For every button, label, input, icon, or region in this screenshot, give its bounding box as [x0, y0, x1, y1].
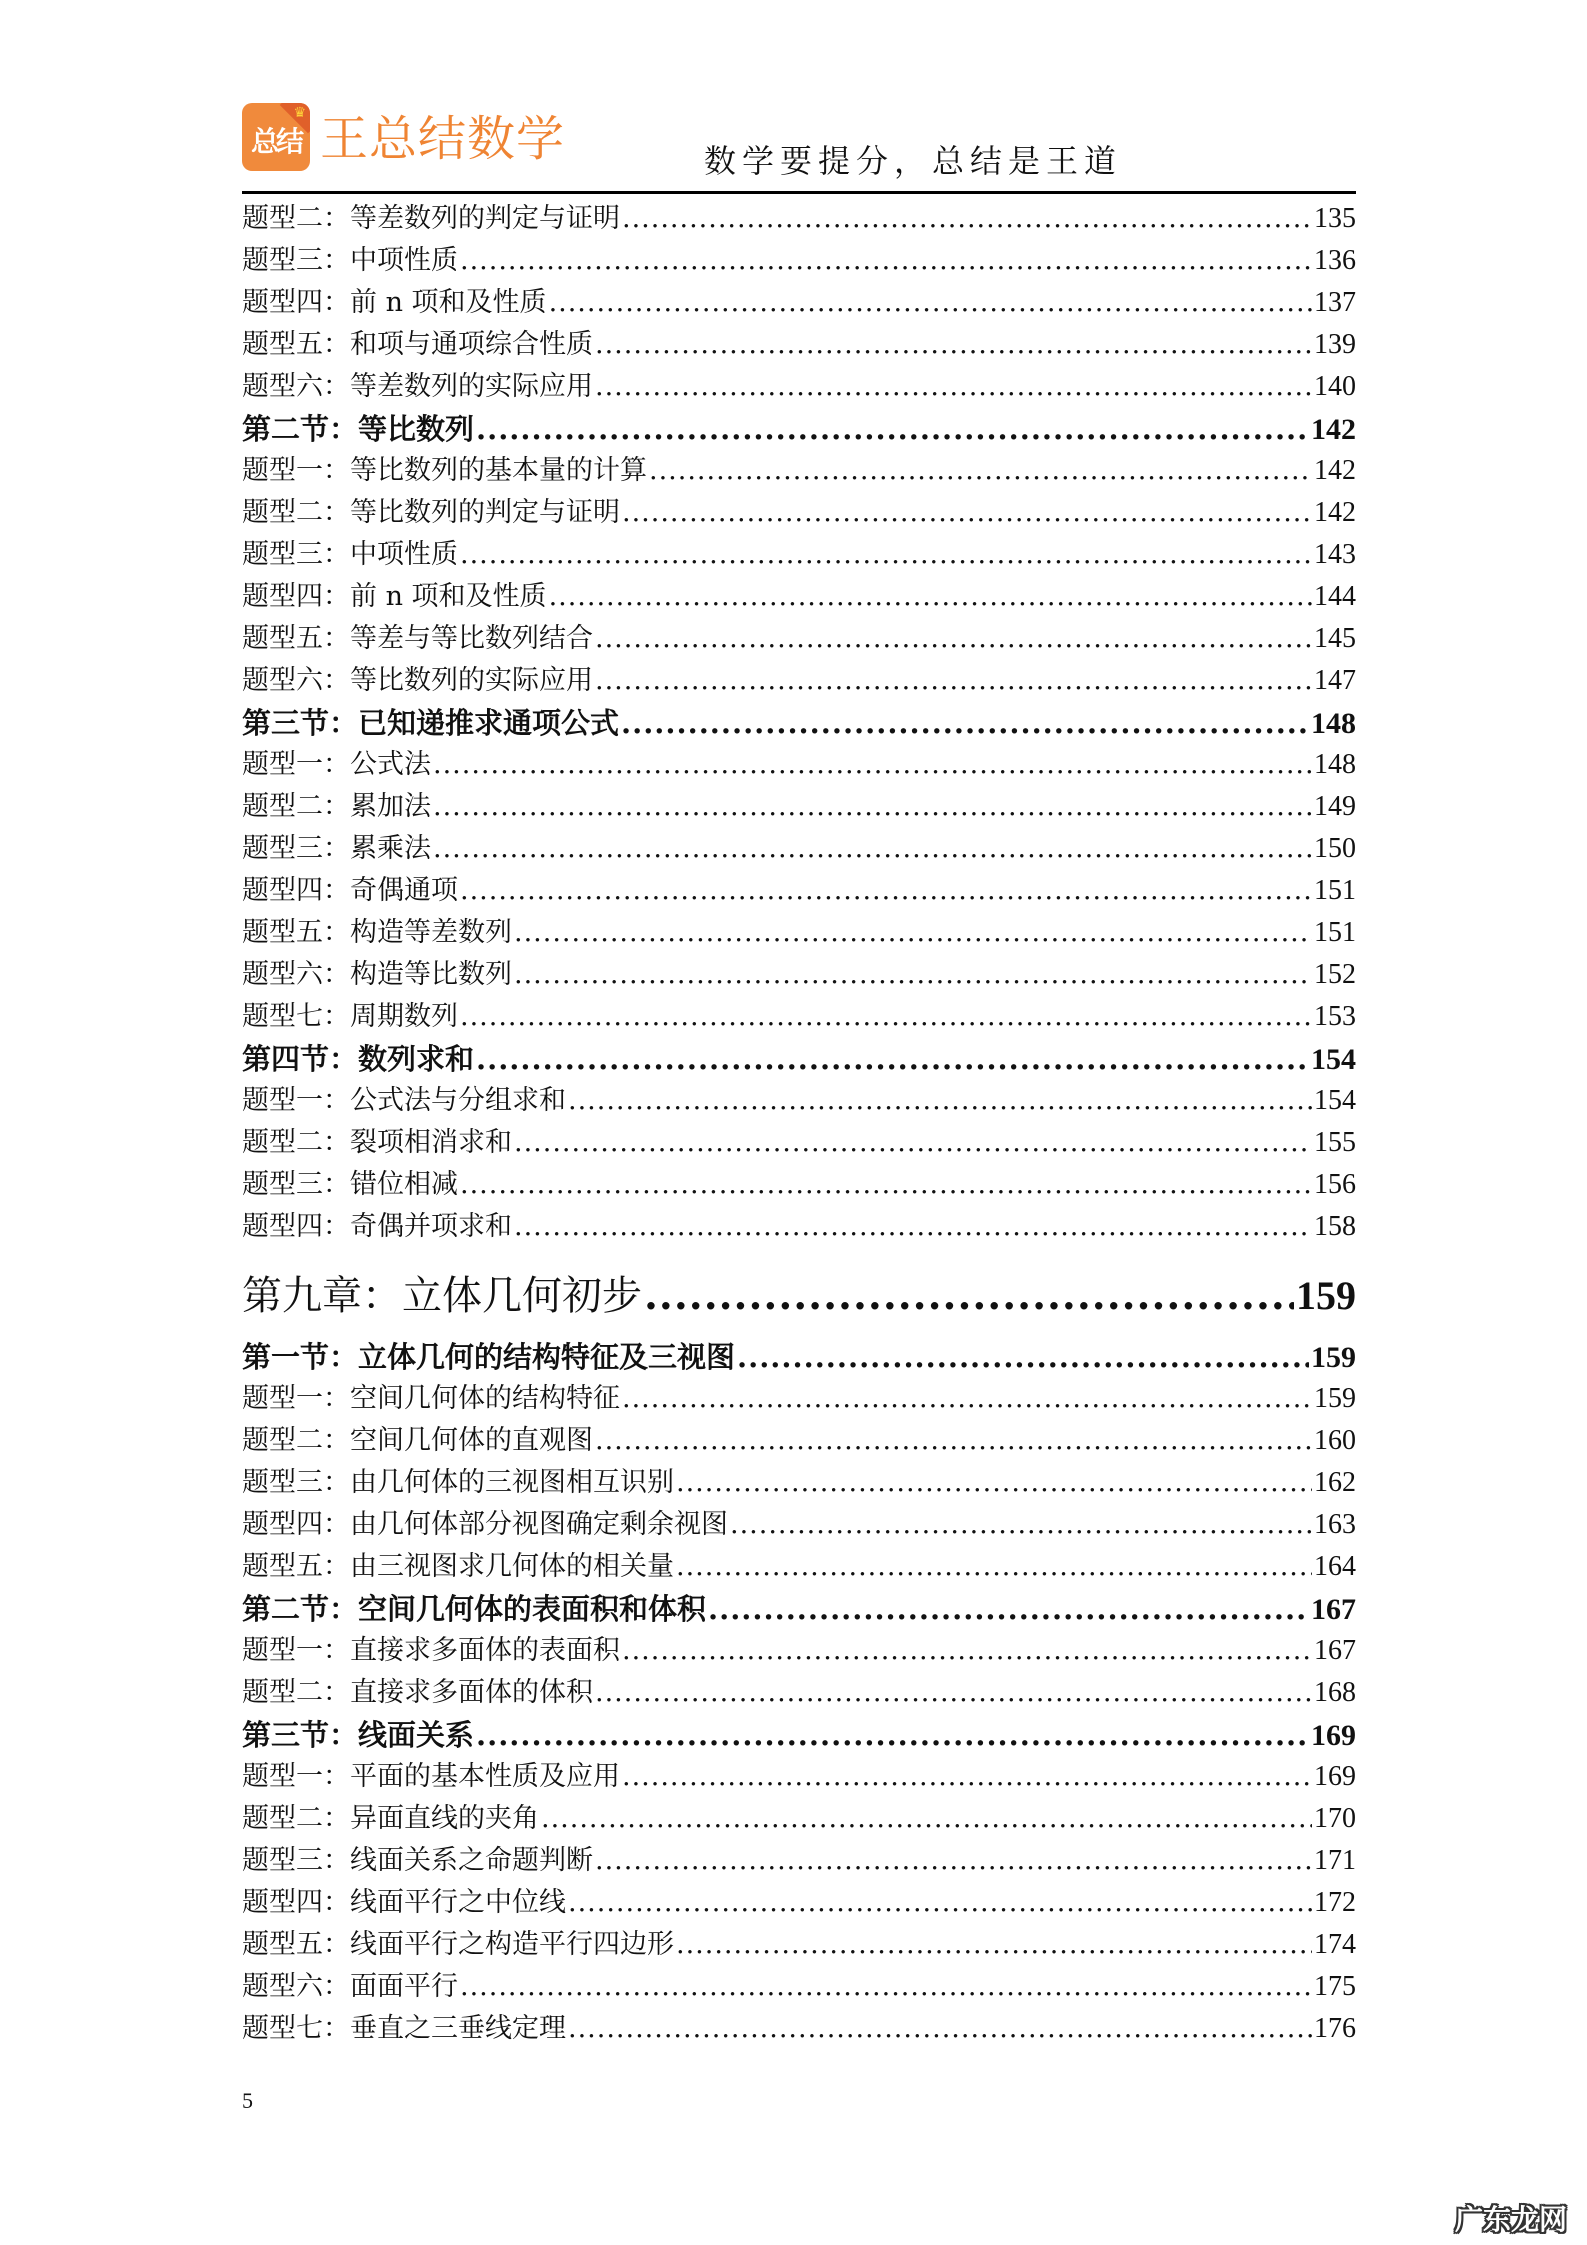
crown-icon: ♛	[293, 105, 306, 121]
dot-leader	[622, 492, 1312, 534]
dot-leader	[595, 366, 1312, 408]
toc-item-row[interactable]	[242, 786, 1356, 828]
toc-item-row[interactable]	[242, 744, 1356, 786]
dot-leader	[644, 1254, 1294, 1338]
toc-item-row[interactable]	[242, 870, 1356, 912]
toc-entry-page: 169	[1314, 1761, 1356, 1792]
toc-entry-page: 150	[1314, 833, 1356, 864]
toc-item-row[interactable]	[242, 1462, 1356, 1504]
dot-leader	[676, 1924, 1312, 1966]
toc-entry-label: 题型五：构造等差数列	[242, 917, 512, 948]
toc-entry-label: 题型一：公式法	[242, 749, 431, 780]
toc-entry-page: 135	[1314, 203, 1356, 234]
toc-item-row[interactable]	[242, 1630, 1356, 1672]
dot-leader	[595, 660, 1312, 702]
toc-entry-label: 题型三：中项性质	[242, 539, 458, 570]
toc-entry-label: 题型六：面面平行	[242, 1971, 458, 2002]
toc-entry-page: 167	[1311, 1593, 1356, 1626]
toc-entry-page: 139	[1314, 329, 1356, 360]
logo-mark: 总结	[250, 125, 301, 158]
toc-entry-page: 176	[1314, 2013, 1356, 2044]
toc-entry-page: 148	[1314, 749, 1356, 780]
toc-entry-label: 题型五：线面平行之构造平行四边形	[242, 1929, 674, 1960]
dot-leader	[549, 282, 1312, 324]
toc-item-row[interactable]	[242, 492, 1356, 534]
toc-entry-label: 题型七：周期数列	[242, 1001, 458, 1032]
toc-entry-label: 第三节：已知递推求通项公式	[242, 706, 620, 740]
toc-entry-page: 169	[1311, 1719, 1356, 1752]
toc-entry-page: 155	[1314, 1127, 1356, 1158]
dot-leader	[649, 450, 1312, 492]
dot-leader	[460, 240, 1312, 282]
dot-leader	[549, 576, 1312, 618]
toc-entry-label: 题型四：奇偶并项求和	[242, 1211, 512, 1242]
toc-entry-page: 162	[1314, 1467, 1356, 1498]
toc-entry-page: 153	[1314, 1001, 1356, 1032]
toc-item-row[interactable]	[242, 576, 1356, 618]
toc-section-row[interactable]	[242, 1588, 1356, 1630]
toc-entry-label: 题型二：裂项相消求和	[242, 1127, 512, 1158]
toc-entry-label: 题型三：线面关系之命题判断	[242, 1845, 593, 1876]
toc-item-row[interactable]	[242, 828, 1356, 870]
toc-entry-label: 题型四：前 n 项和及性质	[242, 287, 547, 318]
toc-item-row[interactable]	[242, 240, 1356, 282]
toc-entry-page: 163	[1314, 1509, 1356, 1540]
dot-leader	[595, 1840, 1312, 1882]
toc-entry-label: 题型三：由几何体的三视图相互识别	[242, 1467, 674, 1498]
dot-leader	[595, 1420, 1312, 1462]
toc-entry-label: 题型四：由几何体部分视图确定剩余视图	[242, 1509, 728, 1540]
toc-entry-page: 142	[1314, 497, 1356, 528]
toc-entry-page: 168	[1314, 1677, 1356, 1708]
toc-entry-label: 题型二：异面直线的夹角	[242, 1803, 539, 1834]
toc-entry-label: 题型三：中项性质	[242, 245, 458, 276]
toc-entry-label: 题型六：等差数列的实际应用	[242, 371, 593, 402]
dot-leader	[433, 744, 1312, 786]
dot-leader	[514, 912, 1312, 954]
toc-entry-label: 题型五：由三视图求几何体的相关量	[242, 1551, 674, 1582]
toc-item-row[interactable]	[242, 1924, 1356, 1966]
dot-leader	[476, 1038, 1309, 1080]
dot-leader	[595, 618, 1312, 660]
toc-entry-page: 144	[1314, 581, 1356, 612]
toc-entry-label: 题型一：直接求多面体的表面积	[242, 1635, 620, 1666]
toc-entry-page: 149	[1314, 791, 1356, 822]
toc-entry-page: 159	[1296, 1273, 1356, 1318]
toc-item-row[interactable]	[242, 534, 1356, 576]
toc-entry-page: 158	[1314, 1211, 1356, 1242]
toc-entry-label: 题型一：等比数列的基本量的计算	[242, 455, 647, 486]
toc-item-row[interactable]	[242, 1840, 1356, 1882]
toc-entry-page: 148	[1311, 707, 1356, 740]
toc-entry-page: 143	[1314, 539, 1356, 570]
page-number: 5	[242, 2088, 253, 2113]
toc-section-row[interactable]	[242, 1336, 1356, 1378]
dot-leader	[595, 324, 1312, 366]
toc-section-row[interactable]	[242, 1038, 1356, 1080]
dot-leader	[708, 1588, 1309, 1630]
toc-entry-label: 第四节：数列求和	[242, 1042, 475, 1076]
toc-entry-label: 题型三：错位相减	[242, 1169, 458, 1200]
dot-leader	[622, 1378, 1312, 1420]
toc-item-row[interactable]	[242, 1882, 1356, 1924]
watermark: 广东龙网	[1455, 2203, 1568, 2236]
toc-item-row[interactable]	[242, 618, 1356, 660]
toc-item-row[interactable]	[242, 660, 1356, 702]
dot-leader	[568, 1882, 1312, 1924]
toc-entry-page: 140	[1314, 371, 1356, 402]
dot-leader	[730, 1504, 1312, 1546]
toc-entry-label: 题型四：线面平行之中位线	[242, 1887, 566, 1918]
toc-entry-label: 题型五：和项与通项综合性质	[242, 329, 593, 360]
dot-leader	[433, 828, 1312, 870]
toc-item-row[interactable]	[242, 1080, 1356, 1122]
toc-item-row[interactable]	[242, 1122, 1356, 1164]
toc-entry-label: 题型二：等差数列的判定与证明	[242, 203, 620, 234]
toc-entry-page: 167	[1314, 1635, 1356, 1666]
toc-entry-page: 160	[1314, 1425, 1356, 1456]
toc-entry-page: 142	[1314, 455, 1356, 486]
toc-item-row[interactable]	[242, 1966, 1356, 2008]
dot-leader	[595, 1672, 1312, 1714]
toc-item-row[interactable]	[242, 198, 1356, 240]
dot-leader	[622, 1630, 1312, 1672]
toc-item-row[interactable]	[242, 324, 1356, 366]
toc-item-row[interactable]	[242, 912, 1356, 954]
toc-entry-label: 题型二：空间几何体的直观图	[242, 1425, 593, 1456]
toc-entry-label: 题型四：奇偶通项	[242, 875, 458, 906]
toc-entry-page: 136	[1314, 245, 1356, 276]
toc-entry-label: 题型一：空间几何体的结构特征	[242, 1383, 620, 1414]
toc-entry-page: 147	[1314, 665, 1356, 696]
toc-item-row[interactable]	[242, 996, 1356, 1038]
toc-entry-page: 151	[1314, 917, 1356, 948]
toc-entry-label: 第一节：立体几何的结构特征及三视图	[242, 1340, 736, 1374]
dot-leader	[460, 534, 1312, 576]
toc-entry-page: 174	[1314, 1929, 1356, 1960]
toc-item-row[interactable]	[242, 2008, 1356, 2050]
page-header	[242, 95, 1356, 193]
toc-entry-page: 175	[1314, 1971, 1356, 2002]
toc-item-row[interactable]	[242, 282, 1356, 324]
dot-leader	[568, 2008, 1312, 2050]
toc-entry-page: 145	[1314, 623, 1356, 654]
toc-entry-page: 156	[1314, 1169, 1356, 1200]
logo-icon	[242, 103, 310, 171]
toc-item-row[interactable]	[242, 450, 1356, 492]
toc-entry-label: 题型一：公式法与分组求和	[242, 1085, 566, 1116]
toc-section-row[interactable]	[242, 1714, 1356, 1756]
toc-entry-label: 第二节：空间几何体的表面积和体积	[242, 1592, 707, 1626]
toc-entry-label: 题型六：构造等比数列	[242, 959, 512, 990]
toc-item-row[interactable]	[242, 1756, 1356, 1798]
toc-entry-page: 159	[1311, 1341, 1356, 1374]
toc-item-row[interactable]	[242, 366, 1356, 408]
toc-entry-label: 题型二：等比数列的判定与证明	[242, 497, 620, 528]
toc-section-row[interactable]	[242, 702, 1356, 744]
dot-leader	[622, 1756, 1312, 1798]
toc-entry-label: 题型六：等比数列的实际应用	[242, 665, 593, 696]
dot-leader	[460, 870, 1312, 912]
toc-item-row[interactable]	[242, 1420, 1356, 1462]
brand-name: 王总结数学	[320, 111, 566, 167]
toc-item-row[interactable]	[242, 1672, 1356, 1714]
slogan: 数学要提分，总结是王道	[704, 142, 1123, 180]
toc-entry-label: 题型七：垂直之三垂线定理	[242, 2013, 566, 2044]
toc-entry-page: 137	[1314, 287, 1356, 318]
dot-leader	[460, 1164, 1312, 1206]
toc-item-row[interactable]	[242, 1798, 1356, 1840]
dot-leader	[568, 1080, 1312, 1122]
toc-entry-page: 154	[1311, 1043, 1356, 1076]
toc-entry-page: 152	[1314, 959, 1356, 990]
toc-item-row[interactable]	[242, 954, 1356, 996]
toc-entry-label: 题型二：直接求多面体的体积	[242, 1677, 593, 1708]
toc-item-row[interactable]	[242, 1378, 1356, 1420]
dot-leader	[621, 702, 1309, 744]
toc-entry-label: 第九章：立体几何初步	[242, 1273, 642, 1319]
header-rule	[242, 191, 1356, 194]
toc-entry-page: 171	[1314, 1845, 1356, 1876]
dot-leader	[676, 1462, 1312, 1504]
dot-leader	[460, 996, 1312, 1038]
toc-entry-label: 题型四：前 n 项和及性质	[242, 581, 547, 612]
dot-leader	[433, 786, 1312, 828]
toc-entry-label: 题型一：平面的基本性质及应用	[242, 1761, 620, 1792]
dot-leader	[460, 1966, 1312, 2008]
dot-leader	[541, 1798, 1312, 1840]
table-of-contents	[242, 198, 1356, 2050]
dot-leader	[676, 1546, 1312, 1588]
toc-entry-label: 题型二：累加法	[242, 791, 431, 822]
toc-entry-page: 142	[1311, 413, 1356, 446]
toc-item-row[interactable]	[242, 1164, 1356, 1206]
toc-section-row[interactable]	[242, 408, 1356, 450]
dot-leader	[476, 1714, 1309, 1756]
toc-entry-label: 题型五：等差与等比数列结合	[242, 623, 593, 654]
dot-leader	[476, 408, 1309, 450]
toc-entry-page: 151	[1314, 875, 1356, 906]
toc-entry-label: 第三节：线面关系	[242, 1718, 475, 1752]
toc-item-row[interactable]	[242, 1546, 1356, 1588]
toc-entry-page: 172	[1314, 1887, 1356, 1918]
toc-entry-page: 154	[1314, 1085, 1356, 1116]
dot-leader	[514, 1122, 1312, 1164]
dot-leader	[514, 954, 1312, 996]
toc-entry-page: 159	[1314, 1383, 1356, 1414]
toc-chapter-row[interactable]	[242, 1254, 1356, 1338]
toc-entry-page: 164	[1314, 1551, 1356, 1582]
toc-entry-label: 第二节：等比数列	[242, 412, 475, 446]
toc-entry-label: 题型三：累乘法	[242, 833, 431, 864]
toc-item-row[interactable]	[242, 1206, 1356, 1248]
dot-leader	[514, 1206, 1312, 1248]
toc-entry-page: 170	[1314, 1803, 1356, 1834]
toc-item-row[interactable]	[242, 1504, 1356, 1546]
dot-leader	[622, 198, 1312, 240]
dot-leader	[737, 1336, 1309, 1378]
